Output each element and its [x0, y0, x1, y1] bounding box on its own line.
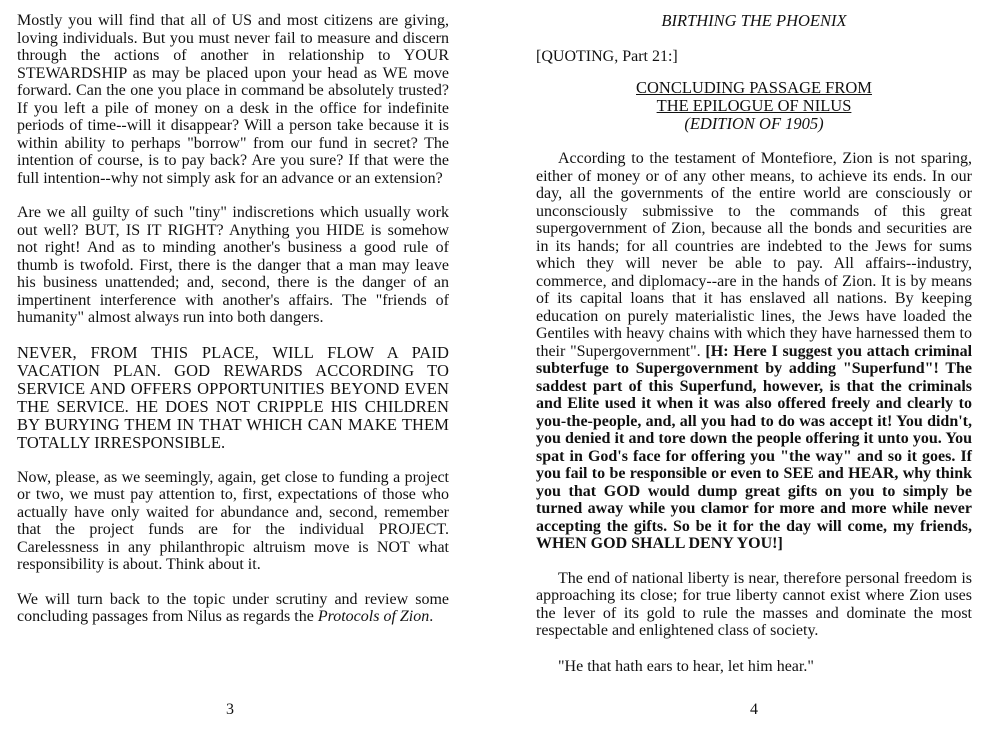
paragraph-nilus-intro [17, 591, 449, 626]
page-number-right: 4 [750, 701, 758, 718]
montefiore-text: According to the testament of Montefiore, Zion is not sparing, either of money or of any other means, to achieve its ends. In our day, all the governments of the entire world are consciously or unconsciously submissive to the commands of this great supergovernment of Zion, because all the bonds and securities are in its hands; for all countries are indebted to the Jews for sums which they will never be able to pay. All affairs--industry, commerce, and diplomacy--are in the hands of Zion. It is by means of its capital loans that it has enslaved all nations. By keeping education on purely materialistic lines, the Jews have loaded the Gentiles with heavy chains with which they have harnessed them to their "Supergovernment". [536, 150, 972, 360]
right-page [500, 0, 990, 729]
section-title-line1: CONCLUDING PASSAGE FROM [636, 78, 872, 97]
paragraph-stewardship: Mostly you will find that all of US and most citizens are giving, loving individuals. But you must never fail to measure and discern through the actions of another in relationship to YOUR STEWARDSHIP as may be placed upon your head as WE move forward. Can the one you place in command be absolutely trusted? If you left a pile of money on a desk in the office for indefinite periods of time--will it disappear? Will a person take because it is within ability to perhaps "borrow" from our fund in secret? The intention of course, is to pay back? Are you sure? If that were the full intention--why not simply ask for an advance or an extension? [17, 12, 449, 187]
running-head: BIRTHING THE PHOENIX [661, 11, 847, 30]
paragraph-indiscretions: Are we all guilty of such "tiny" indiscretions which usually work out well? BUT, IS IT RIGHT? Anything you HIDE is somehow not right! And as to minding another's business a good rule of thumb is twofold. First, there is the danger that a man may leave his business unattended; and, second, there is the danger of an impertinent interference with another's affairs. The "friends of humanity" almost always run into both dangers. [17, 204, 449, 326]
right-page-text [536, 12, 972, 675]
page-number-left: 3 [226, 701, 234, 718]
left-page [0, 0, 470, 729]
section-edition: (EDITION OF 1905) [684, 114, 824, 133]
paragraph-project-funding: Now, please, as we seemingly, again, get close to funding a project or two, we must pay attention to, first, expectations of those who actually have only waited for abundance and, second, remember that the project funds are for the individual PROJECT. Carelessness in any philanthropic altruism move is NOT what responsibility is about. Think about it. [17, 468, 449, 573]
nilus-intro-text: We will turn back to the topic under scrutiny and review some concluding passages from Nilus as regards the [17, 590, 449, 625]
quoting-line: [QUOTING, Part 21:] [536, 47, 678, 65]
paragraph-montefiore [536, 150, 972, 553]
section-title-line2: THE EPILOGUE OF NILUS [656, 96, 852, 115]
paragraph-national-liberty: The end of national liberty is near, therefore personal freedom is approaching its close; for true liberty cannot exist where Zion uses the lever of its gold to rule the masses and dominate the most respectable and enlightened class of society. [536, 569, 972, 639]
left-page-text [17, 12, 449, 626]
section-title [536, 79, 972, 133]
paragraph-vacation-plan: NEVER, FROM THIS PLACE, WILL FLOW A PAID VACATION PLAN. GOD REWARDS ACCORDING TO SERVICE AND OFFERS OPPORTUNITIES BEYOND EVEN THE SERVICE. HE DOES NOT CRIPPLE HIS CHILDREN BY BURYING THEM IN THAT WHICH CAN MAKE THEM TOTALLY IRRESPONSIBLE. [17, 342, 449, 452]
closing-quote: "He that hath ears to hear, let him hear." [558, 657, 814, 675]
protocols-title: Protocols of Zion [317, 608, 430, 625]
nilus-intro-end: . [429, 608, 434, 625]
hatonn-commentary: [H: Here I suggest you attach criminal subterfuge to Supergovernment by adding "Superfund"! The saddest part of this Superfund, however, is that the criminals and Elite used it when it was also offered freely and clearly to you-the-people, and, all you had to do was accept it! You didn't, you denied it and tore down the people offering it unto you. You spat in God's face for offering you "the way" and so it goes. If you fail to be responsible or even to SEE and HEAR, why think you that GOD would dump great gifts on you to simply be turned away while you clamor for more and more while never accepting the gifts. So be it for the day will come, my friends, WHEN GOD SHALL DENY YOU!] [536, 342, 973, 552]
